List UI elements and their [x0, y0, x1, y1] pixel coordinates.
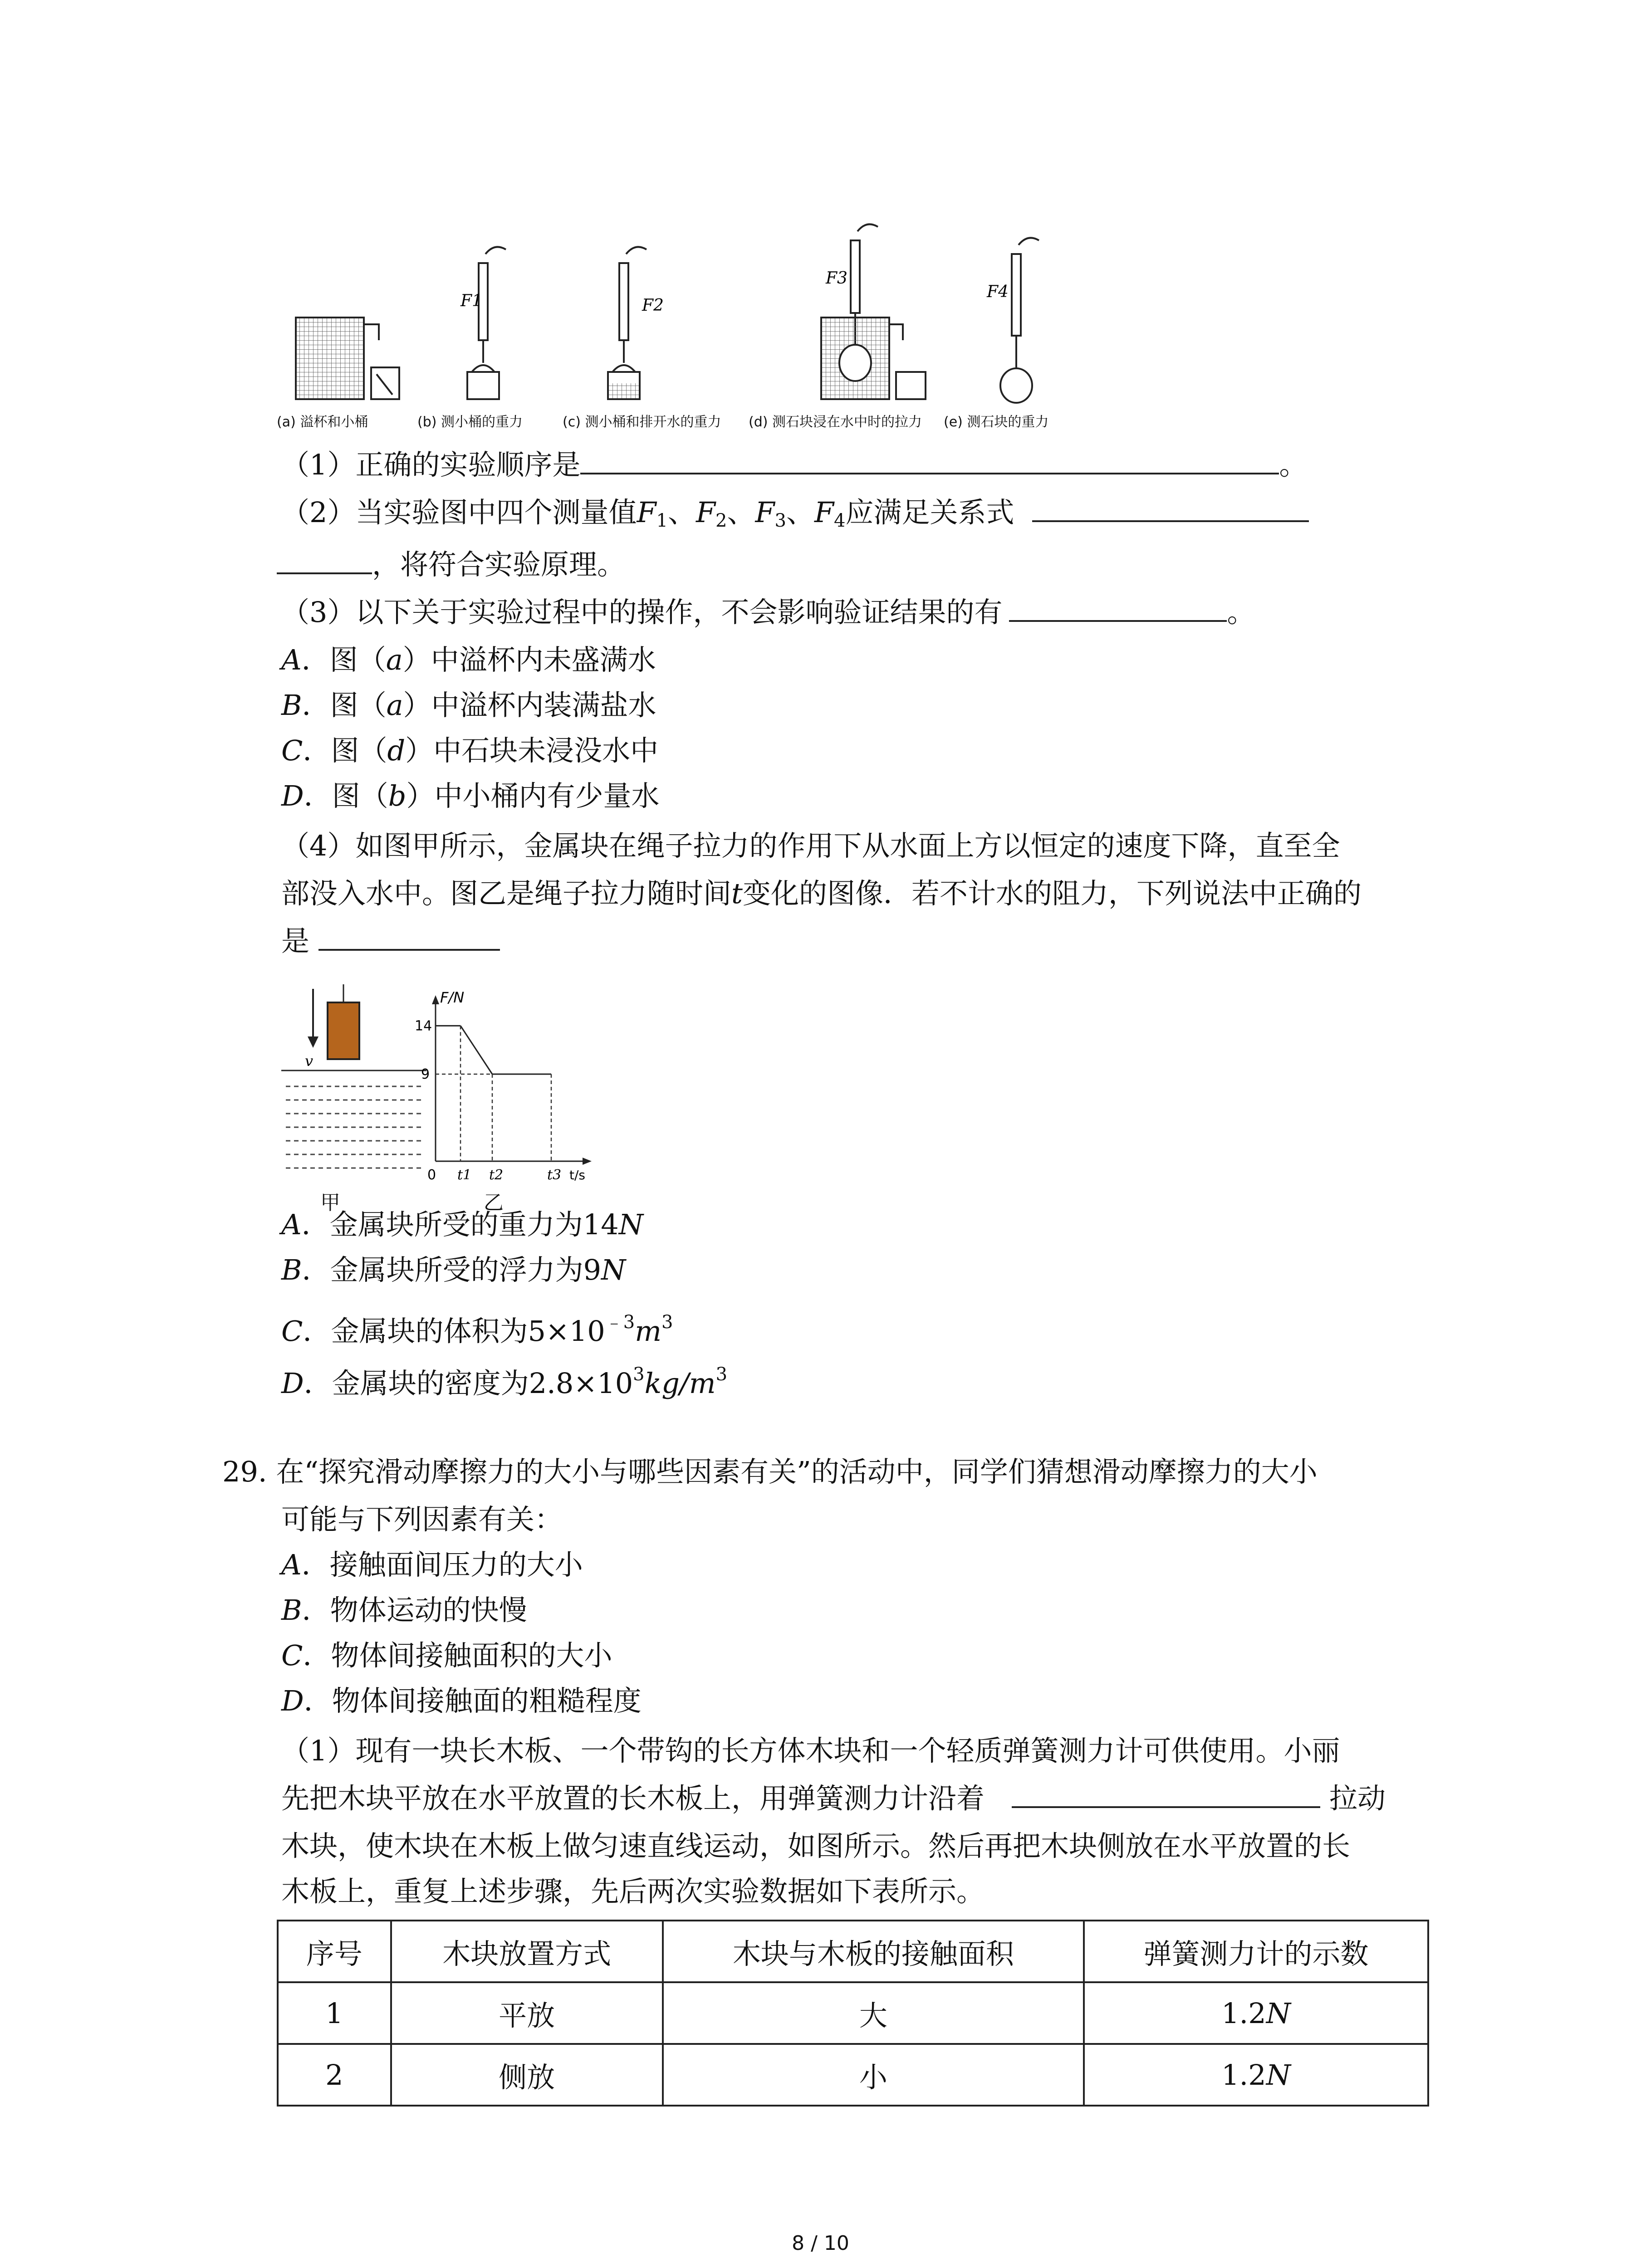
option-3d[interactable]: D．图（b）中小桶内有少量水 — [281, 779, 660, 812]
answer-blank-29[interactable] — [1012, 1780, 1320, 1808]
y-axis-label: F/N — [440, 989, 465, 1006]
label-f4: F4 — [987, 283, 1009, 301]
caption-yi: 乙 — [484, 1191, 504, 1214]
table-header: 序号 — [278, 1921, 391, 1982]
q28-part4-line3: 是 — [281, 919, 500, 964]
caption-c: (c) 测小桶和排开水的重力 — [563, 414, 721, 430]
factor-a: A．接触面间压力的大小 — [281, 1548, 583, 1581]
table-header: 木块与木板的接触面积 — [663, 1921, 1084, 1982]
label-f1: F1 — [460, 292, 482, 310]
caption-e: (e) 测石块的重力 — [944, 414, 1049, 430]
q29-line2: 可能与下列因素有关： — [281, 1503, 563, 1536]
figure-yi-graph — [408, 989, 599, 1184]
x-axis-label: t/s — [569, 1168, 585, 1183]
option-4a[interactable]: A．金属块所受的重力为14N — [281, 1208, 643, 1241]
table-cell: 大 — [663, 1982, 1084, 2044]
answer-blank-2[interactable] — [1032, 494, 1309, 522]
q28-part2: （2）当实验图中四个测量值$F_1$、$F_2$、$F_3$、$F_4$应满足关系式 — [281, 490, 1309, 543]
q28-part3: （3）以下关于实验过程中的操作，不会影响验证结果的有 。 — [281, 590, 1255, 635]
answer-blank-1[interactable] — [580, 446, 1279, 474]
page-number: 8 / 10 — [792, 2232, 849, 2255]
caption-d: (d) 测石块浸在水中时的拉力 — [749, 414, 922, 430]
q28-part1: （1）正确的实验顺序是 。 — [281, 442, 1307, 488]
table-cell: 平放 — [391, 1982, 663, 2044]
answer-blank-3[interactable] — [1009, 594, 1227, 622]
answer-blank-2b[interactable] — [277, 546, 372, 574]
x-tick-t1: t1 — [457, 1167, 472, 1183]
table-cell: 1 — [278, 1982, 391, 2044]
table-cell: 侧放 — [391, 2044, 663, 2106]
experiment-figure — [272, 218, 1134, 440]
spring-scale-b — [467, 247, 506, 399]
q28-part4-line2: 部没入水中。图乙是绳子拉力随时间t变化的图像．若不计水的阻力，下列说法中正确的 — [281, 877, 1362, 910]
q29-part1-line2: 先把木块平放在水平放置的长木板上，用弹簧测力计沿着 拉动 — [281, 1776, 1386, 1821]
answer-blank-4[interactable] — [318, 923, 500, 951]
table-header-row — [278, 1921, 1428, 1982]
data-table — [277, 1920, 1429, 2107]
q29-number: 29. — [222, 1455, 267, 1488]
caption-b: (b) 测小桶的重力 — [417, 414, 523, 430]
x-tick-t2: t2 — [489, 1167, 504, 1183]
spring-scale-c — [608, 247, 647, 399]
q29-line1: 29. 在“探究滑动摩擦力的大小与哪些因素有关”的活动中，同学们猜想滑动摩擦力的大小 — [222, 1455, 1318, 1488]
table-row — [278, 1982, 1428, 2044]
factor-d: D．物体间接触面的粗糙程度 — [281, 1684, 642, 1717]
origin-label: 0 — [427, 1167, 436, 1183]
factor-b: B．物体运动的快慢 — [281, 1593, 527, 1627]
label-f2: F2 — [642, 296, 664, 315]
table-cell: 2 — [278, 2044, 391, 2106]
option-3c[interactable]: C．图（d）中石块未浸没水中 — [281, 734, 659, 767]
caption-jia: 甲 — [320, 1191, 340, 1214]
option-3b[interactable]: B．图（a）中溢杯内装满盐水 — [281, 689, 656, 722]
label-f3: F3 — [826, 269, 847, 288]
overflow-cup-drawing — [296, 318, 399, 399]
table-header: 弹簧测力计的示数 — [1084, 1921, 1428, 1982]
q28-part2-cont: ，将符合实验原理。 — [277, 542, 625, 587]
series-segment — [460, 1026, 492, 1074]
y-tick-9: 9 — [421, 1066, 430, 1082]
table-row — [278, 2044, 1428, 2106]
option-3a[interactable]: A．图（a）中溢杯内未盛满水 — [281, 643, 656, 676]
q28-part4-line1: （4）如图甲所示，金属块在绳子拉力的作用下从水面上方以恒定的速度下降，直至全 — [281, 829, 1340, 862]
table-cell: 1.2N — [1084, 1982, 1428, 2044]
caption-a: (a) 溢杯和小桶 — [277, 414, 368, 430]
table-cell: 1.2N — [1084, 2044, 1428, 2106]
option-4c[interactable]: C．金属块的体积为$5\times 10^{﹣3}m^3$ — [281, 1312, 673, 1348]
x-tick-t3: t3 — [547, 1167, 562, 1183]
q29-part1-line3: 木块，使木块在木板上做匀速直线运动，如图所示。然后再把木块侧放在水平放置的长 — [281, 1829, 1351, 1862]
spring-scale-d — [821, 224, 926, 399]
spring-scale-e — [1000, 238, 1039, 403]
velocity-label: v — [305, 1052, 314, 1070]
option-4b[interactable]: B．金属块所受的浮力为9N — [281, 1253, 626, 1286]
factor-c: C．物体间接触面积的大小 — [281, 1639, 612, 1672]
table-cell: 小 — [663, 2044, 1084, 2106]
y-tick-14: 14 — [415, 1018, 432, 1034]
q29-part1-line1: （1）现有一块长木板、一个带钩的长方体木块和一个轻质弹簧测力计可供使用。小丽 — [281, 1734, 1340, 1767]
table-header: 木块放置方式 — [391, 1921, 663, 1982]
q29-part1-line4: 木板上，重复上述步骤，先后两次实验数据如下表所示。 — [281, 1875, 985, 1908]
option-4d[interactable]: D．金属块的密度为$2.8\times 10^3kg/m^3$ — [281, 1364, 728, 1400]
